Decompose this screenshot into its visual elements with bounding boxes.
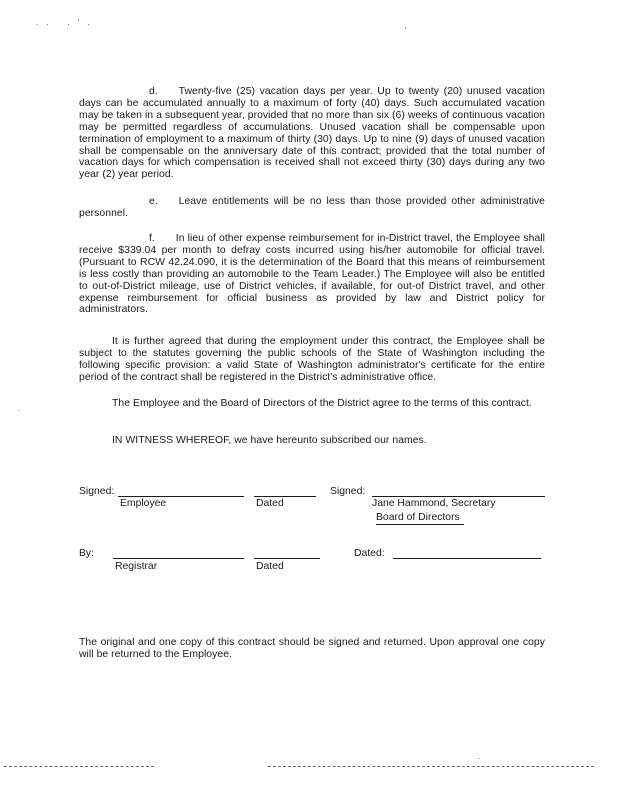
paragraph-leave: e. Leave entitlements will be no less than those provided other administrative personnel. xyxy=(79,196,545,219)
paragraph-travel: f. In lieu of other expense reimbursement for in-District travel, the Employee shall receive $339.04 per month to defray costs incurred using his/her automobile for official travel. (Pursuant to RCW 42.24.090, it is the determination of the Board that this means of reimbursement is less costly than providing an automobile to the Team Leader.) The Employee will also be entitled to out-of-District mileage, use of District vehicles, if available, for out-of District travel, and other expense reimbursement for official business as provided by law and District policy for administrators. xyxy=(79,233,545,316)
employee-date-line xyxy=(254,496,316,497)
signed-label-right: Signed: xyxy=(330,486,366,497)
dated-label-2: Dated xyxy=(256,561,284,572)
signed-label-left: Signed: xyxy=(79,486,115,497)
registrar-signature-line xyxy=(113,558,244,559)
registrar-label: Registrar xyxy=(115,561,158,572)
scan-artifact: . xyxy=(478,752,484,761)
paragraph-vacation: d. Twenty-five (25) vacation days per year. Up to twenty (20) unused vacation days can be accumulated annually to a maximum of forty (40) days. Such accumulated vacation may be taken in a subsequent year, provided that no more than six (6) weeks of continuous vacation may be permitted regardless of accumulations. Unused vacation shall be compensable upon termination of employment to a maximum of thirty (30) days. Up to nine (9) days of unused vacation shall be compensable on the anniversary date of this contract; provided that the total number of vacation days for which compensation is received shall not exceed thirty (30) days during any two year (2) year period. xyxy=(79,86,545,181)
dated-label: Dated xyxy=(256,498,284,509)
secretary-signature-line xyxy=(372,496,545,497)
by-label: By: xyxy=(79,548,95,559)
paragraph-return-instructions: The original and one copy of this contract should be signed and returned. Upon approval one copy will be returned to the Employee. xyxy=(79,637,545,660)
paragraph-board-agree: The Employee and the Board of Directors of the District agree to the terms of this contract. xyxy=(112,398,532,409)
secretary-org-underline xyxy=(376,524,464,525)
registrar-date-line xyxy=(254,558,320,559)
dated-label-right: Dated: xyxy=(354,548,385,559)
scan-artifact: . xyxy=(18,404,24,413)
scan-edge-line xyxy=(268,766,594,767)
employee-label: Employee xyxy=(120,498,167,509)
employee-signature-line xyxy=(118,496,244,497)
secretary-name: Jane Hammond, Secretary xyxy=(372,498,496,509)
secretary-org: Board of Directors xyxy=(376,512,460,523)
scan-artifact: ' xyxy=(405,26,410,35)
paragraph-witness: IN WITNESS WHEREOF, we have hereunto subscribed our names. xyxy=(112,435,427,446)
right-date-line xyxy=(393,558,541,559)
scan-edge-line xyxy=(4,766,154,767)
paragraph-further-agreed: It is further agreed that during the employment under this contract, the Employee shall be subject to the statutes governing the public schools of the State of Washington including the following specific provision: a valid State of Washington administrator's certificate for the entire period of the contract shall be registered in the District's administrative office. xyxy=(79,336,545,383)
scan-artifact: . . . ' . xyxy=(36,18,93,27)
